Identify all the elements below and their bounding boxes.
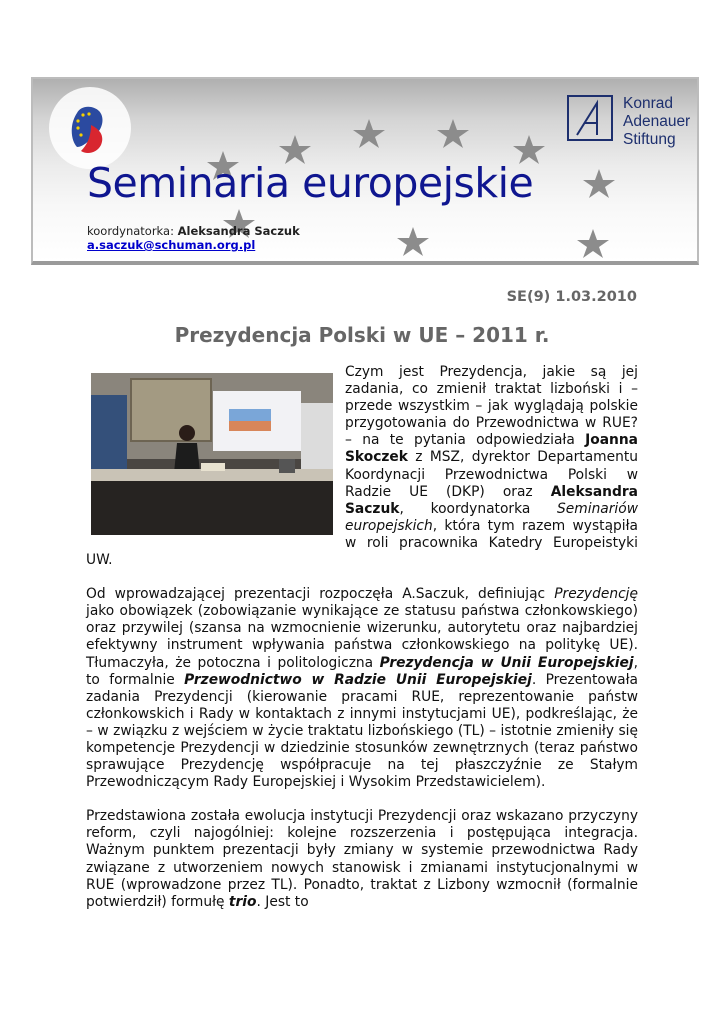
text-run: z MSZ, dyrektor Departamentu Koordynacji Przewodnictwa Polski w Radzie UE (DKP) oraz xyxy=(345,449,638,500)
article-body xyxy=(86,364,638,928)
text-run: , która tym razem wystąpiła w roli pracownika Katedry Europeistyki UW. xyxy=(86,517,638,569)
text-run: jako obowiązek (zobowiązanie wynikające ze statusu państwa członkowskiego) oraz przywilej (szansa na wzmocnienie wizerunku, autorytetu oraz najbardziej efektywny instrument wpływania państwa członkowskiego na politykę UE). Tłumaczyła, że potoczna i politologiczna xyxy=(86,603,638,671)
coordinator-email-link[interactable]: a.saczuk@schuman.org.pl xyxy=(87,238,256,252)
text-run: Prezydencję xyxy=(554,586,638,603)
paragraph-3 xyxy=(86,808,638,911)
kas-line-1: Konrad xyxy=(623,95,673,112)
text-run: Przedstawiona została ewolucja instytucji Prezydencji oraz wskazano przyczyny reform, czyli najogólniej: kolejne rozszerzenia i postępująca integracja. Ważnym punktem prezentacji były zmiany w systemie przewodnictwa Rady związane z utworzeniem nowych stanowisk i zmianami instytucjonalnymi w RUE (wprowadzone przez TL). Ponadto, traktat z Lizbony wzmocnił (formalnie potwierdził) formułę xyxy=(86,808,638,910)
text-run: , to formalnie xyxy=(86,654,638,688)
header-banner xyxy=(31,77,699,265)
text-run: Prezydencja w Unii Europejskiej xyxy=(379,654,634,671)
text-run: Od wprowadzającej prezentacji rozpoczęła A.Saczuk, definiując xyxy=(86,586,555,603)
text-run: Aleksandra Saczuk xyxy=(345,483,638,517)
coordinator-line xyxy=(87,224,300,238)
document-title: Prezydencja Polski w UE – 2011 r. xyxy=(174,323,550,347)
series-title: Seminaria europejskie xyxy=(87,159,534,207)
text-run: Seminariów europejskich xyxy=(345,500,638,534)
text-run: . Jest to xyxy=(256,893,309,910)
text-run: Przewodnictwo w Radzie Unii Europejskiej xyxy=(184,671,532,688)
kas-line-3: Stiftung xyxy=(623,131,676,148)
coordinator-label: koordynatorka: xyxy=(87,224,174,238)
kas-logo-mark xyxy=(567,95,613,141)
text-run: Czym jest Prezydencja, jakie są jej zadania, co zmienił traktat lizboński i – przede wszystkim – jak wyglądają polskie przygotowania do Przewodnictwa w RUE? – na te pytania odpowiedziała xyxy=(345,364,638,449)
text-run: Joanna Skoczek xyxy=(345,432,638,466)
paragraph-2 xyxy=(86,586,638,791)
text-run: trio xyxy=(228,893,257,910)
document-reference: SE(9) 1.03.2010 xyxy=(506,289,637,305)
text-run: . Prezentowała zadania Prezydencji (kierowanie pracami RUE, reprezentowanie państw członkowskich i Rady w kontaktach z innymi instytucjami UE), podkreślając, że – w związku z wejściem w życie traktatu lizbońskiego (TL) – istotnie zmieniły się kompetencje Prezydencji w dziedzinie stosunków zewnętrznych (teraz państwo sprawujące Prezydencję współpracuje na tej płaszczyźnie ze Stałym Przewodniczącym Rady Europejskiej i Wysokim Przedstawicielem). xyxy=(86,671,638,791)
kas-line-2: Adenauer xyxy=(623,113,691,130)
kas-logo-text xyxy=(623,95,690,149)
text-run: , koordynatorka xyxy=(399,500,558,517)
seminar-photo xyxy=(91,373,333,535)
coordinator-name: Aleksandra Saczuk xyxy=(177,224,300,238)
